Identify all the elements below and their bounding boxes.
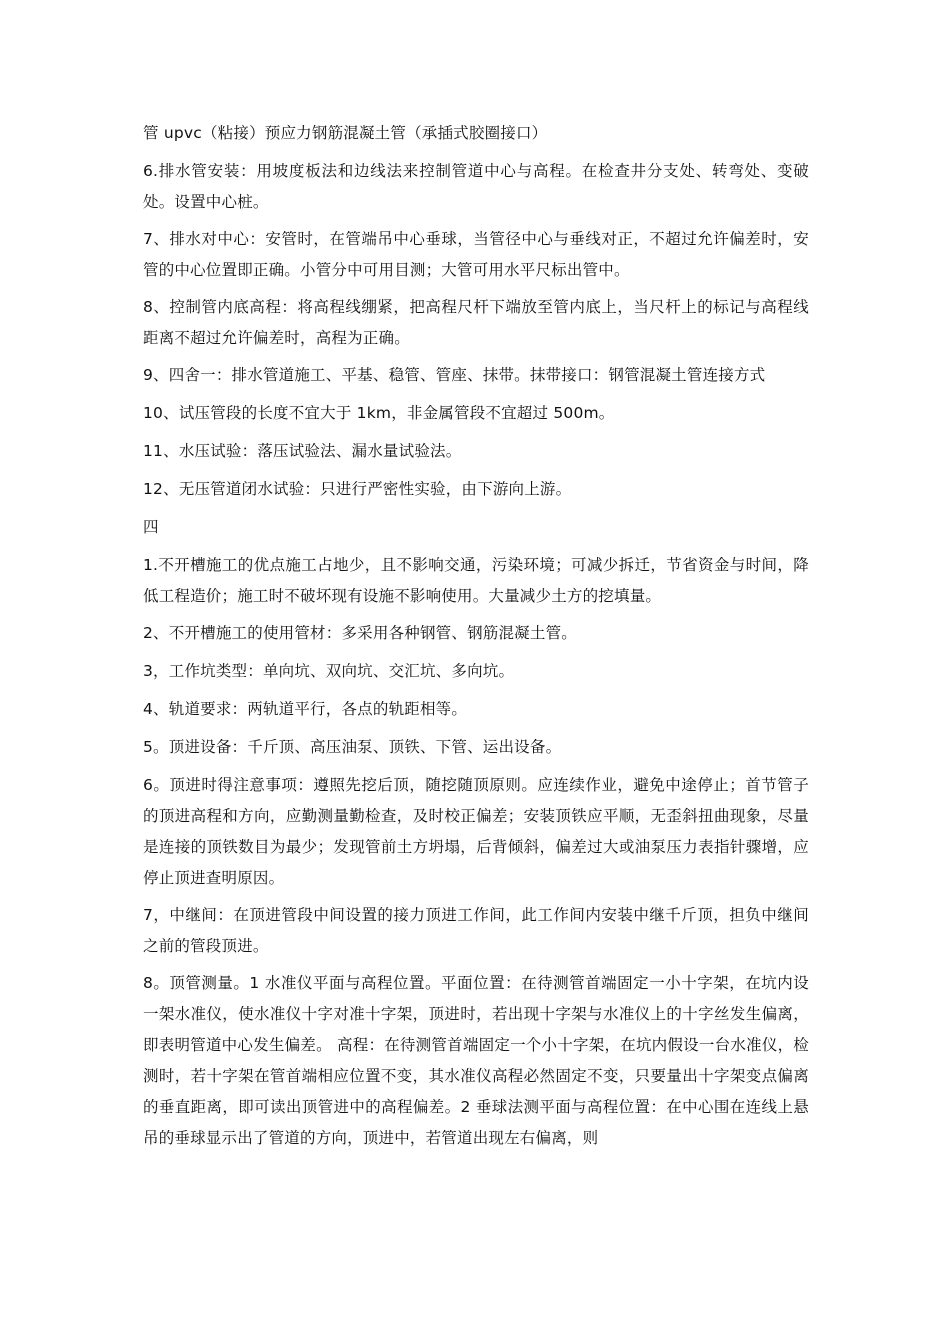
paragraph-item-6-drain-install: 6.排水管安装：用坡度板法和边线法来控制管道中心与高程。在检查井分支处、转弯处、变破处。设置中心桩。 [143,162,809,211]
paragraph-relay-station: 7，中继间：在顶进管段中间设置的接力顶进工作间，此工作间内安装中继千斤顶，担负中继间之前的管段顶进。 [143,906,809,955]
paragraph-item-12-closed-water-test: 12、无压管道闭水试验：只进行严密性实验，由下游向上游。 [143,480,572,498]
paragraph-work-pit-types: 3，工作坑类型：单向坑、双向坑、交汇坑、多向坑。 [143,662,515,680]
paragraph-jacking-equipment: 5。顶进设备：千斤顶、高压油泵、顶铁、下管、运出设备。 [143,738,562,756]
paragraph-trenchless-materials: 2、不开槽施工的使用管材：多采用各种钢管、钢筋混凝土管。 [143,624,577,642]
paragraph-jacking-precautions: 6。顶进时得注意事项：遵照先挖后顶，随挖随顶原则。应连续作业，避免中途停止；首节管子的顶进高程和方向，应勤测量勤检查，及时校正偏差；安装顶铁应平顺，无歪斜扭曲现象，尽量是连接的顶铁数目为最少；发现管前土方坍塌，后背倾斜，偏差过大或油泵压力表指针骤增，应停止顶进查明原因。 [143,776,809,887]
document-body [143,118,809,1160]
paragraph-item-7-drain-center: 7、排水对中心：安管时，在管端吊中心垂球，当管径中心与垂线对正，不超过允许偏差时，安管的中心位置即正确。小管分中可用目测；大管可用水平尺标出管中。 [143,230,809,279]
paragraph-item-9: 9、四舍一：排水管道施工、平基、稳管、管座、抹带。抹带接口：钢管混凝土管连接方式 [143,366,766,384]
paragraph-pipe-types: 管 upvc（粘接）预应力钢筋混凝土管（承插式胶圈接口） [143,124,548,142]
paragraph-track-requirements: 4、轨道要求：两轨道平行，各点的轨距相等。 [143,700,468,718]
paragraph-item-10-test-length: 10、试压管段的长度不宜大于 1km，非金属管段不宜超过 500m。 [143,404,615,422]
paragraph-item-11-pressure-test: 11、水压试验：落压试验法、漏水量试验法。 [143,442,462,460]
paragraph-trenchless-advantages: 1.不开槽施工的优点施工占地少，且不影响交通，污染环境；可减少拆迁，节省资金与时间，降低工程造价；施工时不破坏现有设施不影响使用。大量减少土方的挖填量。 [143,556,809,605]
paragraph-pipe-jacking-survey: 8。顶管测量。1 水准仪平面与高程位置。平面位置：在待测管首端固定一小十字架，在坑内设一架水准仪，使水准仪十字对准十字架，顶进时，若出现十字架与水准仪上的十字丝发生偏离，即表明管道中心发生偏差。 高程：在待测管首端固定一个小十字架，在坑内假设一台水准仪，检测时，若十字架在管首端相应位置不变，其水准仪高程必然固定不变，只要量出十字架变点偏离的垂直距离，即可读出顶管进中的高程偏差。2 垂球法测平面与高程位置：在中心围在连线上悬吊的垂球显示出了管道的方向，顶进中，若管道出现左右偏离，则 [143,974,809,1147]
paragraph-item-8-invert-elevation: 8、控制管内底高程：将高程线绷紧，把高程尺杆下端放至管内底上，当尺杆上的标记与高程线距离不超过允许偏差时，高程为正确。 [143,298,809,347]
section-heading-four: 四 [143,518,159,536]
